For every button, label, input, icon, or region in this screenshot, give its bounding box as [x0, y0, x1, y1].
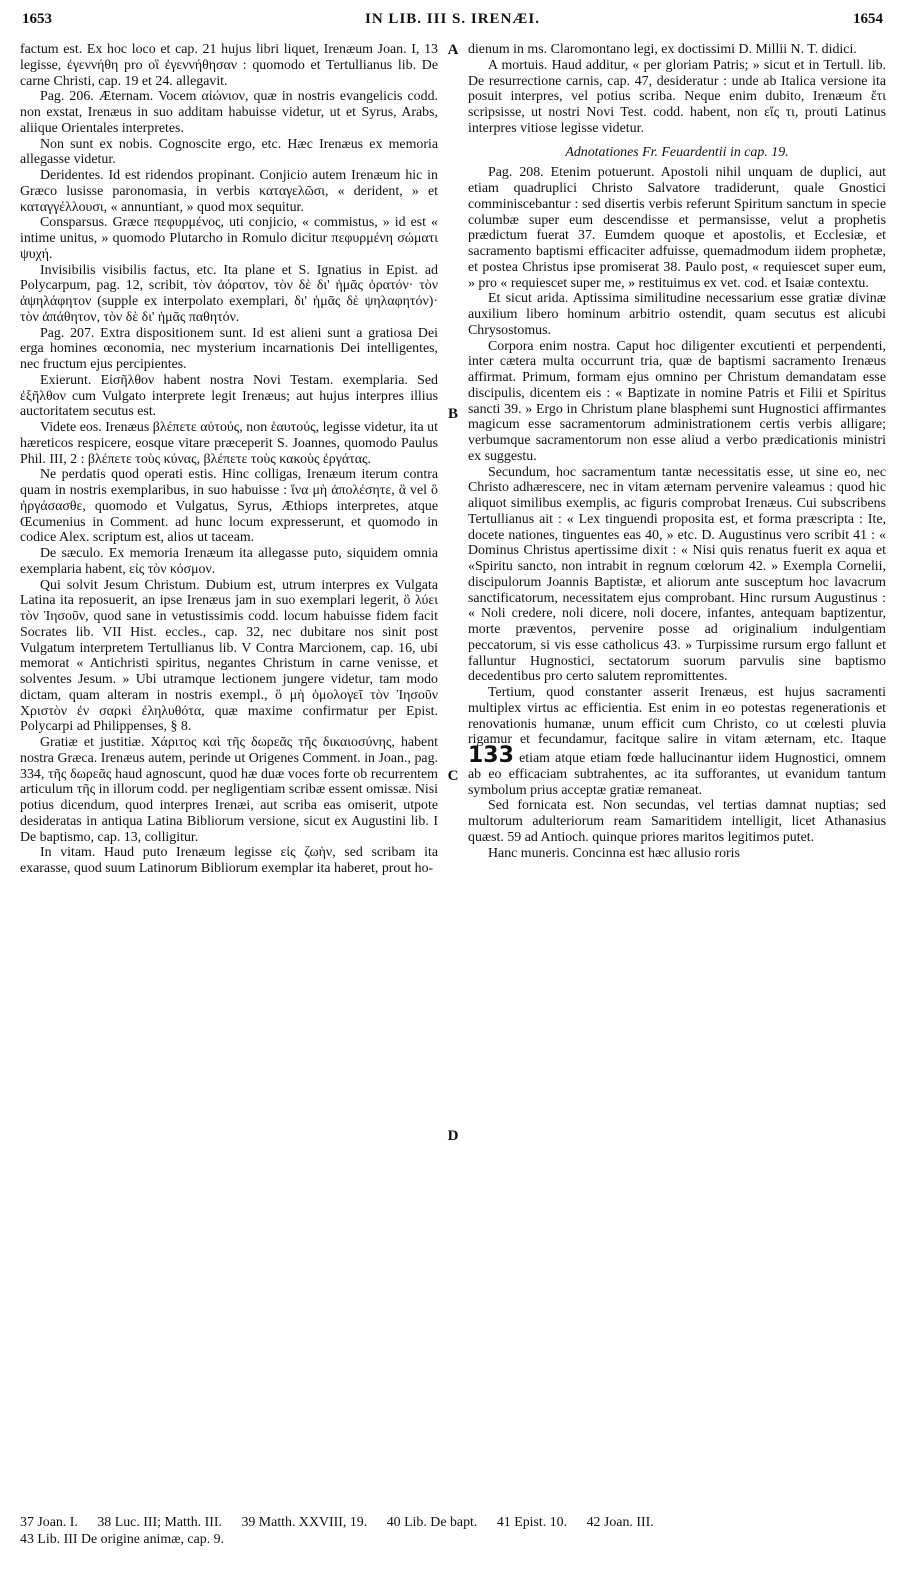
paragraph: Et sicut arida. Aptissima similitudine necessarium esse gratiæ divinæ auxilium libero hominum arbitrio ostendit, quam secutus est alicubi Chrysostomus.	[468, 291, 886, 338]
footnote: 41 Epist. 10.	[496, 1515, 568, 1530]
footnote: 37 Joan. I.	[20, 1515, 78, 1530]
page-number-left: 1653	[22, 10, 52, 27]
paragraph: Non sunt ex nobis. Cognoscite ergo, etc. Hæc Irenæus ex memoria allegasse videtur.	[20, 136, 438, 168]
paragraph-text: etiam atque etiam fœde hallucinantur iidem Hugnostici, omnem ab eo efficaciam subtrahentes, ac ita sufforantes, ut evanidum tantum symbolum prius acceptæ gratiæ remaneat.	[468, 751, 886, 798]
paragraph: Videte eos. Irenæus βλέπετε αὐτούς, non ἑαυτούς, legisse videtur, ita ut hæreticos respicere, eosque vitare præceperit S. Joannes, quomodo Paulus Phil. III, 2 : βλέπετε τοὺς κύνας, βλέπετε τοὺς κακοὺς ἐργάτας.	[20, 420, 438, 467]
paragraph: Pag. 208. Etenim potuerunt. Apostoli nihil unquam de duplici, aut etiam quadruplici Christo Salvatore tradiderunt, quale Gnostici comminiscebantur : sed disertis verbis referunt Spiritum sanctum in specie columbæ super eum descendisse et permansisse, velut a prophetis prædictum fuerat 37. Eumdem quoque et apostolis, et Ecclesiæ, et sacramento baptismi efficaciter adfuisse, quemadmodum iidem prophetæ, et postea Christus ipse promiserat 38. Paulo post, « requiescet super eum, » pro « requiescet super me, » restituimus ex vet. cod. et Isaiæ contextu.	[468, 165, 886, 291]
footnote: 42 Joan. III.	[586, 1515, 654, 1530]
page-reference-number: 133	[468, 743, 514, 768]
page-header	[22, 8, 883, 30]
footnotes	[20, 1514, 883, 1548]
paragraph: Deridentes. Id est ridendos propinant. Conjicio autem Irenæum hic in Græco lusisse paronomasia, in verbis καταγελῶσι, « derident, » et καταγγέλλουσι, « annuntiant, » quod mox sequitur.	[20, 168, 438, 215]
section-heading: Adnotationes Fr. Feuardentii in cap. 19.	[565, 144, 789, 160]
paragraph: Corpora enim nostra. Caput hoc diligenter excutienti et perpendenti, inter cætera multa occurrunt tria, quæ de baptismi sacramento Irenæus affirmat. Primum, formam ejus omnino per Christum demandatam esse discipulis, dicentem eis : « Baptizate in nomine Patris et Filii et Spiritus sancti 39. » Ergo in Christum plane blasphemi sunt Hugnostici affirmantes magicum esse sacramentorum administrationem certis verbis alligare; verbumque sacramentorum non esse aliud a verbo prædicationis ministri ex suggestu.	[468, 338, 886, 464]
paragraph: A mortuis. Haud additur, « per gloriam Patris; » sicut et in Tertull. lib. De resurrectione carnis, cap. 47, desideratur : unde ab Italica versione ita posuit interpres, vel potius scriba. Neque enim dubito, Irenæum ἔτι scripsisse, ut nostri Novi Test. codd. habent, non εἴς τι, prouti Latinus interpres vitiose legisse videtur.	[468, 57, 886, 136]
footnote: 38 Luc. III; Matth. III.	[97, 1515, 222, 1530]
paragraph: Secundum, hoc sacramentum tantæ necessitatis esse, ut sine eo, nec Christo adhærescere, nec in vitam æternam pervenire valeamus : quod hic aliquot similibus exemplis, ac figuris comprobat Irenæus. Cui subscribens Tertullianus ait : « Lex tinguendi proposita est, et forma præscripta : Ite, docete nationes, tinguentes eas 40, » etc. D. Augustinus vero scribit 41 : « Dominus Christus apertissime dixit : « Nisi quis renatus fuerit ex aqua et «Spiritu sancto, non intrabit in regnum cœlorum 42. » Exempla Cornelii, discipulorum Joannis Baptistæ, et aliorum ante susceptum hoc lavacrum sanctificatorum, necessitatem ejus comprobant. Hinc rursum Augustinus : « Noli credere, noli dicere, noli docere, infantes, antequam baptizentur, morte præventos, pervenire posse ad originalium indulgentiam peccatorum, si vis esse catholicus 43. » Turpissime rursum ergo fallunt et falluntur Hugnostici, sectatorum suorum parvulis sine baptismo decedentibus pro certo salutem repromittentes.	[468, 464, 886, 685]
right-column	[468, 42, 886, 861]
margin-marker-a: A	[447, 42, 459, 58]
paragraph: Pag. 206. Æternam. Vocem αἰώνιον, quæ in nostris evangelicis codd. non exstat, Irenæus in suo additam habuisse videtur, ut et Syrus, Arabs, aliique Orientales interpretes.	[20, 89, 438, 136]
margin-marker-b: B	[447, 406, 458, 422]
paragraph: Sed fornicata est. Non secundas, vel tertias damnat nuptias; sed multorum adulteriorum ream Samaritidem intelligit, licet Athanasius quæst. 59 ad Antioch. quinque priores maritos legitimos putet.	[468, 798, 886, 845]
paragraph: Pag. 207. Extra dispositionem sunt. Id est alieni sunt a gratiosa Dei erga homines œconomia, nec mysterium incarnationis Dei intelligentes, nec fructum ejus percipientes.	[20, 325, 438, 372]
page-number-right: 1654	[853, 10, 883, 27]
paragraph: Invisibilis visibilis factus, etc. Ita plane et S. Ignatius in Epist. ad Polycarpum, pag. 12, scribit, τὸν ἀόρατον, τὸν δὲ δι' ἡμᾶς ὁρατόν· τὸν ἀψηλάφητον (supple ex interpolato exemplari, δι' ἡμᾶς δὲ ψηλαφητόν)· τὸν ἀπάθητον, τὸν δὲ δι' ἡμᾶς παθητόν.	[20, 262, 438, 325]
footnote-row	[20, 1514, 883, 1531]
paragraph: Hanc muneris. Concinna est hæc allusio roris	[488, 845, 740, 861]
margin-marker-c: C	[447, 768, 459, 784]
paragraph	[468, 685, 886, 798]
paragraph: Qui solvit Jesum Christum. Dubium est, utrum interpres ex Vulgata Latina ita reposuerit, an ipse Irenæus jam in suo exemplari legerit, ὃ λύει τὸν Ἰησοῦν, quod sane in vetustissimis codd. locum habuisse fidem facit Socrates lib. VII Hist. eccles., cap. 32, nec dubitare nos sinit post Vulgatum interpretem Tertullianus lib. V Contra Marcionem, cap. 16, ubi memorat « Antichristi spiritus, negantes Christum in carne venisse, et solventes Jesum. » Ubi utramque lectionem jungere videtur, tam modo dictam, quam alteram in nostris exempl., ὃ μὴ ὁμολογεῖ τὸν Ἰησοῦν Χριστὸν ἐν σαρκὶ ἐληλυθότα, quæ maxime confirmatur per Epist. Polycarpi ad Philippenses, § 8.	[20, 577, 438, 735]
footnote: 43 Lib. III De origine animæ, cap. 9.	[20, 1532, 225, 1547]
paragraph: factum est. Ex hoc loco et cap. 21 hujus libri liquet, Irenæum Joan. I, 13 legisse, ἐγεννήθη pro οἳ ἐγεννήθησαν : quomodo et Tertullianus lib. De carne Christi, cap. 19 et 24. allegavit.	[20, 42, 438, 89]
paragraph: Consparsus. Græce πεφυρμένος, uti conjicio, « commistus, » id est « intime unitus, » quomodo Plutarcho in Romulo dicitur πεφυρμένη σώματι ψυχή.	[20, 215, 438, 262]
paragraph: De sæculo. Ex memoria Irenæum ita allegasse puto, siquidem omnia exemplaria habent, εἰς τὸν κόσμον.	[20, 546, 438, 577]
paragraph-text: Itaque	[851, 732, 886, 748]
paragraph: Ne perdatis quod operati estis. Hinc colligas, Irenæum iterum contra quam in nostris exemplaribus, in suo habuisse : ἵνα μὴ ἀπολέσητε, ἃ vel ὃ ἠργάσασθε, quomodo et Vulgatus, Syrus, Æthiops interpretes, atque Œcumenius in Comment. ad hunc locum expresserunt, et quomodo in codice Alex. scriptum est, alios ut taceam.	[20, 467, 438, 546]
footnote: 39 Matth. XXVIII, 19.	[241, 1515, 368, 1530]
footnote: 40 Lib. De bapt.	[386, 1515, 478, 1530]
footnote-row	[20, 1531, 883, 1548]
left-column	[20, 42, 438, 877]
paragraph-text: Tertium, quod constanter asserit Irenæus, est hujus sacramenti multiplex virtus ac efficientia. Est enim in eo potestas regenerationis et renovationis humanæ, unum efficit cum Christo, co ut cœlesti pluvia rigamur et fecundamur, facitque salire in vitam æternam, etc.	[468, 685, 886, 748]
running-title: IN LIB. III S. IRENÆI.	[365, 10, 540, 27]
paragraph: Gratiæ et justitiæ. Χάριτος καὶ τῆς δωρεᾶς τῆς δικαιοσύνης, habent nostra Græca. Irenæus autem, perinde ut Origenes Comment. in Joan., pag. 334, τῆς δωρεᾶς haud agnoscunt, quod hæ duæ voces forte ob recurrentem articulum τῆς in illorum codd. per negligentiam scribæ essent omissæ. Nisi potius dicendum, quod interpres Irenæi, aut scriba eas omiserit, utpote desideratas in antiqua Latina Bibliorum versione, sicut ex Augustini lib. I De baptismo, cap. 13, colligitur.	[20, 735, 438, 845]
paragraph: Exierunt. Εἰσῆλθον habent nostra Novi Testam. exemplaria. Sed ἐξῆλθον cum Vulgato interprete legit Irenæus; aut hujus interpres illius auctoritatem secutus est.	[20, 372, 438, 420]
margin-marker-d: D	[447, 1128, 459, 1144]
paragraph: dienum in ms. Claromontano legi, ex doctissimi D. Millii N. T. didici.	[468, 42, 857, 57]
paragraph: In vitam. Haud puto Irenæum legisse εἰς ζωὴν, sed scribam ita exarasse, quod suum Latinorum Bibliorum exemplar ita haberet, prout ho-	[20, 845, 438, 876]
